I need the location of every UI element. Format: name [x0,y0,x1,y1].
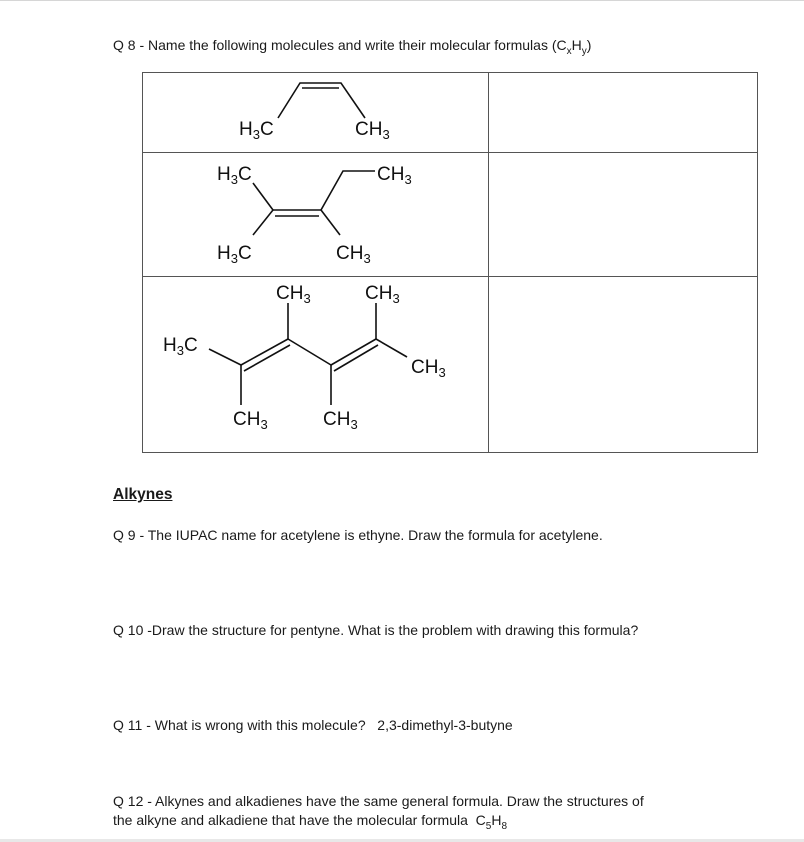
molecule-row [143,277,758,453]
molecule-3-label: $CH_3$ [233,409,268,432]
molecule-3-label: $H_3C$ [163,335,198,358]
molecule-2-label: $CH_3$ [377,164,412,187]
molecule-2-ethyl-bonds [321,171,375,210]
molecule-2-label: $CH_3$ [336,243,371,266]
molecule-3-label: $CH_3$ [276,283,311,306]
question-9: Q 9 - The IUPAC name for acetylene is ethyne. Draw the formula for acetylene. [113,527,603,543]
molecule-2-structure [143,153,488,273]
answer-cell[interactable] [489,277,758,453]
molecule-cell [143,277,489,453]
molecule-3-double-bond-1b [244,345,290,371]
molecule-1-structure [143,73,488,149]
molecule-3-label: $CH_3$ [365,283,400,306]
molecule-3-bond [209,349,241,365]
molecule-1-label: $CH_3$ [355,119,390,142]
answer-cell[interactable] [489,153,758,277]
molecule-2-label: $H_3C$ [217,164,252,187]
q8-close-paren: ) [586,37,592,53]
q12-line-2 [113,811,644,836]
q8-subscript-y: y [581,45,587,57]
molecule-3-bond [288,339,331,365]
q8-text: Q 8 - Name the following molecules and write their molecular formulas (C [113,37,567,53]
top-border [0,0,804,1]
molecule-1-label: $H_3C$ [239,119,274,142]
molecule-3-label: $CH_3$ [411,357,446,380]
question-10: Q 10 -Draw the structure for pentyne. What is the problem with drawing this formula? [113,622,639,638]
q11-text: Q 11 - What is wrong with this molecule? [113,717,366,733]
question-11 [113,716,513,735]
q12-line-2-text: the alkyne and alkadiene that have the molecular formula [113,812,468,828]
answer-cell[interactable] [489,73,758,153]
molecule-2-left-bonds [253,183,273,235]
molecule-row [143,153,758,277]
q11-molecule-name: 2,3-dimethyl-3-butyne [377,717,513,733]
molecule-row [143,73,758,153]
molecule-2-methyl-bond [321,210,340,235]
molecule-table [142,72,758,453]
q8-h: H [571,37,582,53]
molecule-cell [143,153,489,277]
molecule-3-double-bond-1 [241,339,288,365]
molecule-3-bond [376,339,407,357]
alkynes-heading: Alkynes [113,486,173,503]
molecule-3-label: $CH_3$ [323,409,358,432]
q12-formula: $C_5H_8$ [475,812,508,832]
q12-line-1: Q 12 - Alkynes and alkadienes have the same general formula. Draw the structures of [113,793,644,809]
molecule-3-double-bond-2 [331,339,376,365]
molecule-3-double-bond-2b [334,345,378,371]
molecule-3-structure [143,277,488,449]
question-12 [113,792,644,836]
molecule-cell [143,73,489,153]
molecule-2-label: $H_3C$ [217,243,252,266]
q8-subscript-x: x [566,45,572,57]
question-8 [113,36,591,61]
